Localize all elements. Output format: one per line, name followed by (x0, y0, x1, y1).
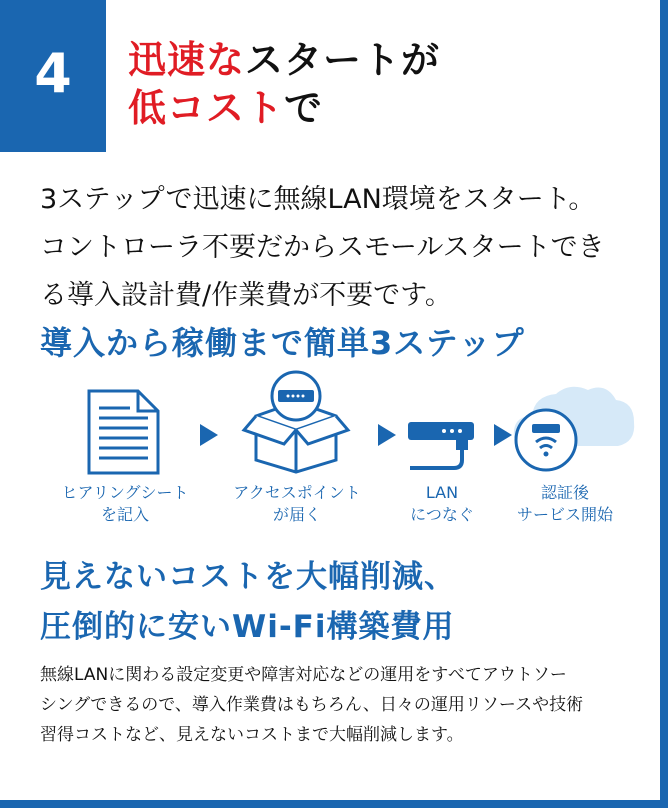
step-label-1: ヒアリングシート を記入 (61, 483, 189, 524)
cost-body-text: 無線LANに関わる設定変更や障害対応などの運用をすべてアウトソー シングできるので、導入作業費はもちろん、日々の運用リソースや技術 習得コストなど、見えないコストまで大幅削減します。 (40, 665, 584, 745)
step-label-2: アクセスポイント が届く (233, 483, 361, 524)
cost-heading: 見えないコストを大幅削減、 圧倒的に安いWi-Fi構築費用 (40, 559, 456, 645)
intro-line: コントローラ不要だからスモールスタートでき (40, 232, 605, 263)
document-icon (86, 388, 162, 476)
step-label-4: 認証後 サービス開始 (516, 483, 613, 524)
title-line2-highlight: 低コスト (128, 86, 285, 130)
feature-title (128, 36, 440, 132)
step-arrow-icon (378, 424, 396, 446)
intro-text (40, 176, 640, 320)
cloud-wifi-icon (510, 376, 640, 476)
intro-line: る導入設計費/作業費が不要です。 (40, 280, 452, 311)
step-label-3: LAN につなぐ (410, 483, 474, 524)
badge-number: 4 (34, 42, 72, 105)
title-line1-rest: スタートが (245, 38, 441, 82)
lan-device-icon (404, 412, 482, 472)
title-line1-highlight: 迅速な (128, 38, 246, 82)
number-badge (0, 0, 106, 152)
intro-line: 3ステップで迅速に無線LAN環境をスタート。 (40, 184, 596, 215)
box-icon (240, 368, 352, 476)
step-arrow-icon (200, 424, 218, 446)
title-line2-rest: で (284, 86, 324, 130)
steps-heading: 導入から稼働まで簡単3ステップ (40, 324, 525, 362)
